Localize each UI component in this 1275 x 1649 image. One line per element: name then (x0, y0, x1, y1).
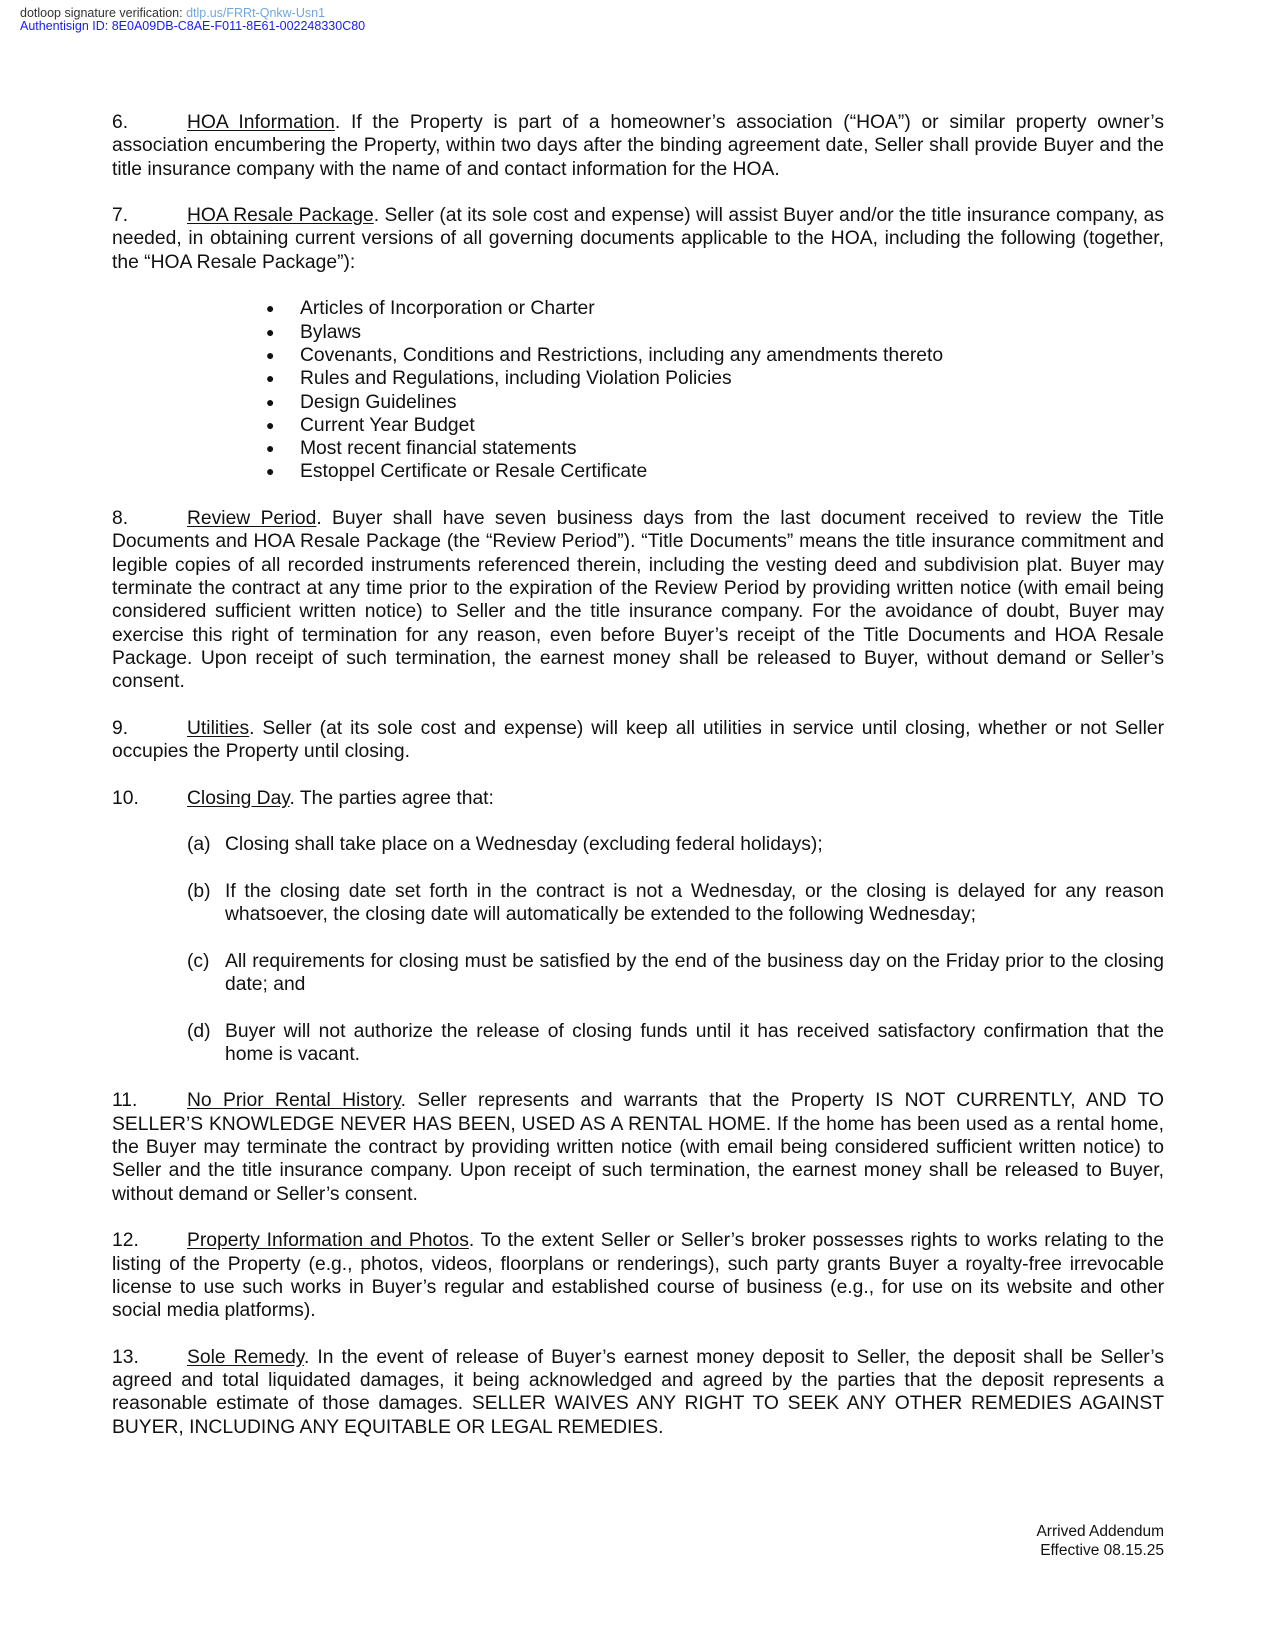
section-10 (112, 787, 1164, 810)
subclause-text: Closing shall take place on a Wednesday (excluding federal holidays); (225, 834, 823, 856)
section-9 (112, 717, 1164, 764)
section-number: 12. (112, 1230, 139, 1252)
document-body (112, 111, 1164, 1462)
section-11 (112, 1089, 1164, 1205)
section-text: . Seller (at its sole cost and expense) will assist Buyer and/or the title insurance company, as needed, in obtaining current versions of all governing documents applicable to the HOA, including the following (together, the “HOA Resale Package”): (112, 205, 1164, 273)
list-item: ● Articles of Incorporation or Charter (300, 297, 1164, 320)
list-item: ● Design Guidelines (300, 391, 1164, 414)
section-title: HOA Resale Package (187, 205, 374, 227)
list-item: ● Rules and Regulations, including Violation Policies (300, 367, 1164, 390)
section-title: Closing Day (187, 787, 290, 809)
footer-title: Arrived Addendum (1036, 1523, 1164, 1540)
signature-header (20, 7, 365, 33)
section-title: No Prior Rental History (187, 1090, 401, 1112)
section-number: 7. (112, 205, 129, 227)
list-item: ● Most recent financial statements (300, 437, 1164, 460)
subclause (187, 833, 1164, 856)
authentisign-id: Authentisign ID: 8E0A09DB-C8AE-F011-8E61-002248330C80 (20, 19, 366, 33)
section-12 (112, 1229, 1164, 1322)
section-number: 8. (112, 508, 129, 530)
section-title: Review Period (187, 508, 317, 530)
subclause (187, 880, 1164, 927)
list-item: ● Estoppel Certificate or Resale Certificate (300, 460, 1164, 483)
subclause-text: All requirements for closing must be satisfied by the end of the business day on the Friday prior to the closing date; and (225, 950, 1164, 995)
list-item: ● Covenants, Conditions and Restrictions, including any amendments thereto (300, 344, 1164, 367)
subclause-text: Buyer will not authorize the release of closing funds until it has received satisfactory confirmation that the home is vacant. (225, 1020, 1164, 1065)
section-number: 9. (112, 717, 129, 739)
section-number: 13. (112, 1346, 139, 1368)
hoa-package-list (112, 297, 1164, 483)
verification-label: dotloop signature verification: (20, 6, 183, 20)
subclause-text: If the closing date set forth in the contract is not a Wednesday, or the closing is delayed for any reason whatsoever, the closing date will automatically be extended to the following Wednesday; (225, 880, 1164, 926)
section-title: Utilities (187, 717, 250, 739)
subclause (187, 950, 1164, 997)
subclause-label: (d) (187, 1020, 211, 1042)
subclause-label: (a) (187, 834, 211, 856)
list-item: ● Current Year Budget (300, 414, 1164, 437)
subclause (187, 1020, 1164, 1067)
page-footer (1036, 1522, 1164, 1560)
footer-effective-date: Effective 08.15.25 (1040, 1542, 1164, 1559)
section-7 (112, 204, 1164, 274)
list-item: ● Bylaws (300, 321, 1164, 344)
section-number: 6. (112, 112, 129, 133)
section-text: . Seller represents and warrants that the Property IS NOT CURRENTLY, AND TO SELLER’S KNOWLEDGE NEVER HAS BEEN, USED AS A RENTAL HOME. If the home has been used as a rental home, the Buyer may terminate the contract by providing written notice (with email being considered sufficient written notice) to Seller and the title insurance company. Upon receipt of such termination, the earnest money shall be released to Buyer, without demand or Seller’s consent. (112, 1090, 1164, 1205)
section-text: . To the extent Seller or Seller’s broker possesses rights to works relating to the listing of the Property (e.g., photos, videos, floorplans or renderings), such party grants Buyer a royalty-free irrevocable license to use such works in Buyer’s regular and established course of business (e.g., for use on its website and other social media platforms). (112, 1230, 1164, 1322)
section-text: . In the event of release of Buyer’s earnest money deposit to Seller, the deposit shall be Seller’s agreed and total liquidated damages, it being acknowledged and agreed by the parties that the deposit represents a reasonable estimate of those damages. SELLER WAIVES ANY RIGHT TO SEEK ANY OTHER REMEDIES AGAINST BUYER, INCLUDING ANY EQUITABLE OR LEGAL REMEDIES. (112, 1346, 1165, 1438)
subclause-label: (b) (187, 880, 211, 902)
verification-link[interactable]: dtlp.us/FRRt-Qnkw-Usn1 (186, 6, 326, 20)
section-text: . Buyer shall have seven business days from the last document received to review the Title Documents and HOA Resale Package (the “Review Period”). “Title Documents” means the title insurance commitment and legible copies of all recorded instruments referenced therein, including the vesting deed and subdivision plat. Buyer may terminate the contract at any time prior to the expiration of the Review Period by providing written notice (with email being considered sufficient written notice) to Seller and the title insurance company. For the avoidance of doubt, Buyer may exercise this right of termination for any reason, even before Buyer’s receipt of the Title Documents and HOA Resale Package. Upon receipt of such termination, the earnest money shall be released to Buyer, without demand or Seller’s consent. (112, 508, 1164, 693)
section-text: . If the Property is part of a homeowner’s association (“HOA”) or similar property owner’s association encumbering the Property, within two days after the binding agreement date, Seller shall provide Buyer and the title insurance company with the name of and contact information for the HOA. (112, 112, 1164, 180)
section-number: 11. (112, 1090, 138, 1112)
section-8 (112, 507, 1164, 693)
section-text: . The parties agree that: (289, 787, 494, 809)
section-13 (112, 1346, 1164, 1439)
section-title: HOA Information (187, 112, 335, 133)
section-6 (112, 111, 1164, 181)
subclause-label: (c) (187, 950, 210, 972)
section-title: Sole Remedy (187, 1346, 305, 1368)
section-text: . Seller (at its sole cost and expense) will keep all utilities in service until closing, whether or not Seller occupies the Property until closing. (112, 717, 1164, 763)
section-number: 10. (112, 787, 139, 809)
section-title: Property Information and Photos (187, 1230, 469, 1252)
